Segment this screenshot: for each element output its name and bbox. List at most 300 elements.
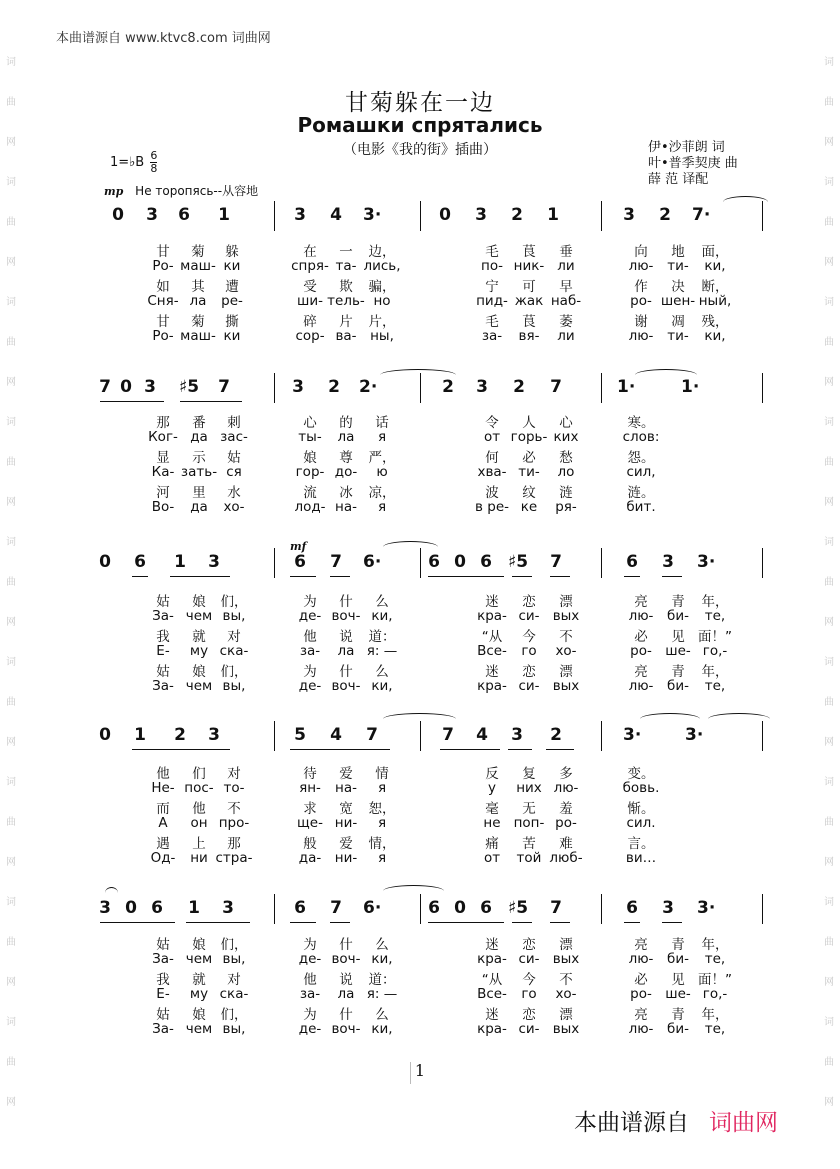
note: 6	[134, 552, 146, 572]
lyric-syllable: 们，	[220, 1007, 248, 1023]
lyric-syllable: 娘	[192, 937, 206, 953]
note: 0	[454, 898, 466, 918]
lyric-syllable: ся	[226, 463, 242, 480]
lyric-syllable: 一	[339, 244, 353, 260]
lyric-syllable: 迷	[485, 1007, 499, 1023]
lyric-syllable: них	[516, 779, 542, 796]
lyric-syllable: Все-	[477, 985, 507, 1002]
lyric-syllable: 愁	[559, 450, 573, 466]
lyric-syllable: ро-	[630, 642, 652, 659]
note: 3	[475, 205, 487, 225]
lyric-syllable: 不	[559, 629, 573, 645]
lyric-syllable: ли	[557, 327, 575, 344]
beam-underline	[624, 576, 640, 577]
lyric-syllable: 痛	[485, 836, 499, 852]
note: 2	[550, 725, 562, 745]
lyric-syllable: ска-	[219, 642, 249, 659]
lyric-syllable: 怨。	[627, 450, 655, 466]
side-watermark-char: 曲	[824, 697, 834, 708]
lyric-syllable: 娘	[192, 594, 206, 610]
lyric-syllable: ти-	[518, 463, 540, 480]
lyric-syllable: ва-	[335, 327, 357, 344]
note: 3·	[685, 725, 704, 745]
lyric-syllable: 茛	[522, 244, 536, 260]
lyric-syllable: 涟	[559, 485, 573, 501]
lyric-syllable: 宽	[339, 801, 353, 817]
bar-line	[420, 894, 421, 924]
lyric-syllable: ке	[520, 498, 538, 515]
lyric-syllable: 显	[156, 450, 170, 466]
lyric-syllable: Все-	[477, 642, 507, 659]
lyric-syllable: ян-	[299, 779, 321, 796]
note: 3	[662, 552, 674, 572]
side-watermark-char: 网	[6, 977, 16, 988]
lyric-syllable: хо-	[223, 498, 245, 515]
lyric-syllable: 爱	[339, 766, 353, 782]
lyric-syllable: ки,	[371, 677, 393, 694]
note: 7	[99, 377, 111, 397]
beam-underline	[624, 922, 640, 923]
lyric-syllable: да	[190, 428, 208, 445]
lyric-syllable: маш-	[180, 257, 216, 274]
lyric-syllable: 恋	[522, 594, 536, 610]
lyric-syllable: 什	[339, 664, 353, 680]
lyric-syllable: 不	[559, 972, 573, 988]
lyric-syllable: 面，	[701, 244, 729, 260]
note: 3	[144, 377, 156, 397]
note: 3	[99, 898, 111, 918]
lyric-syllable: ще-	[297, 814, 323, 831]
lyric-syllable: ро-	[630, 292, 652, 309]
beam-underline	[662, 576, 682, 577]
lyric-syllable: Ро-	[152, 257, 174, 274]
lyric-syllable: 恋	[522, 664, 536, 680]
beam-underline	[180, 401, 242, 402]
beam-underline	[290, 749, 390, 750]
lyric-syllable: 毛	[485, 244, 499, 260]
lyric-syllable: горь-	[510, 428, 548, 445]
lyric-syllable: хо-	[555, 642, 577, 659]
lyric-syllable: ки	[223, 327, 241, 344]
lyric-syllable: ный,	[698, 292, 732, 309]
beam-underline	[330, 922, 350, 923]
lyric-syllable: зас-	[220, 428, 248, 445]
lyric-syllable: 迷	[485, 664, 499, 680]
beam-underline	[512, 576, 532, 577]
lyric-syllable: 青	[671, 664, 685, 680]
lyric-syllable: 为	[303, 664, 317, 680]
lyric-syllable: си-	[518, 1020, 540, 1037]
lyric-syllable: ти-	[667, 257, 689, 274]
lyric-syllable: 漂	[559, 594, 573, 610]
note: 3	[208, 552, 220, 572]
lyric-syllable: жак	[514, 292, 544, 309]
lyric-syllable: зать-	[180, 463, 218, 480]
lyric-syllable: 亮	[634, 937, 648, 953]
bar-line	[601, 548, 602, 578]
lyric-syllable: 娘	[192, 664, 206, 680]
lyric-syllable: пос-	[184, 779, 214, 796]
lyric-syllable: 早	[559, 279, 573, 295]
bar-line	[274, 201, 275, 231]
lyric-syllable: си-	[518, 677, 540, 694]
watermark-black-text: 本曲谱源自	[574, 1110, 689, 1136]
lyric-syllable: си-	[518, 607, 540, 624]
note: 6	[480, 898, 492, 918]
side-watermark-char: 词	[824, 777, 834, 788]
lyric-syllable: 骗，	[368, 279, 396, 295]
lyric-syllable: 娘	[303, 450, 317, 466]
lyric-syllable: 今	[522, 972, 536, 988]
side-watermark-char: 网	[824, 257, 834, 268]
lyric-syllable: лю-	[628, 677, 654, 694]
lyric-syllable: 们，	[220, 664, 248, 680]
beam-underline	[132, 576, 148, 577]
lyric-syllable: 水	[227, 485, 241, 501]
lyric-syllable: 对	[227, 766, 241, 782]
lyric-syllable: 迷	[485, 594, 499, 610]
lyric-syllable: 么	[375, 594, 389, 610]
lyric-syllable: За-	[152, 1020, 174, 1037]
lyric-syllable: 求	[303, 801, 317, 817]
lyric-syllable: Ког-	[148, 428, 178, 445]
lyric-syllable: вы,	[222, 607, 246, 624]
lyric-syllable: 们，	[220, 937, 248, 953]
lyric-syllable: 菊	[191, 314, 205, 330]
side-watermark-char: 词	[824, 417, 834, 428]
lyric-syllable: лю-	[628, 950, 654, 967]
note: 6·	[363, 552, 382, 572]
lyric-syllable: 撕	[225, 314, 239, 330]
lyric-syllable: маш-	[180, 327, 216, 344]
lyric-syllable: 就	[192, 629, 206, 645]
lyric-syllable: го,-	[702, 642, 728, 659]
lyric-syllable: 毫	[485, 801, 499, 817]
tempo-marking	[104, 182, 258, 199]
lyric-syllable: 就	[192, 972, 206, 988]
lyric-syllable: вы,	[222, 677, 246, 694]
bar-line	[601, 373, 602, 403]
lyric-syllable: 亮	[634, 594, 648, 610]
lyric-syllable: си-	[518, 950, 540, 967]
lyric-syllable: 必	[634, 972, 648, 988]
lyric-syllable: 我	[156, 972, 170, 988]
note: 3	[222, 898, 234, 918]
lyric-syllable: не	[483, 814, 501, 831]
lyric-syllable: 道：	[368, 972, 396, 988]
note: 7	[550, 898, 562, 918]
lyric-syllable: 那	[156, 415, 170, 431]
side-watermark-char: 网	[824, 377, 834, 388]
lyric-syllable: лись,	[363, 257, 401, 274]
lyric-syllable: 谢	[634, 314, 648, 330]
bar-line	[274, 721, 275, 751]
lyric-syllable: 说	[339, 972, 353, 988]
lyric-syllable: де-	[298, 950, 322, 967]
lyric-syllable: ник-	[513, 257, 545, 274]
lyric-syllable: 决	[671, 279, 685, 295]
lyric-syllable: шен-	[660, 292, 696, 309]
note: 3	[476, 377, 488, 397]
lyric-syllable: де-	[298, 607, 322, 624]
lyric-syllable: у	[488, 779, 496, 796]
lyric-syllable: 遇	[156, 836, 170, 852]
side-watermark-char: 网	[6, 737, 16, 748]
tie-slur	[383, 885, 444, 891]
side-watermark-char: 曲	[6, 217, 16, 228]
lyric-syllable: Во-	[151, 498, 175, 515]
note: 3	[208, 725, 220, 745]
lyric-syllable: 茛	[522, 314, 536, 330]
lyric-syllable: та-	[335, 257, 357, 274]
lyric-syllable: те,	[704, 950, 726, 967]
lyric-syllable: кра-	[477, 677, 507, 694]
lyric-syllable: вя-	[518, 327, 540, 344]
lyric-syllable: лю-	[553, 779, 579, 796]
time-sig-top: 6	[150, 149, 158, 162]
lyric-syllable: 片	[339, 314, 353, 330]
lyric-syllable: чем	[185, 677, 213, 694]
lyric-syllable: му	[189, 985, 209, 1002]
lyric-syllable: я: —	[366, 642, 398, 659]
side-watermark-char: 曲	[6, 697, 16, 708]
lyric-syllable: 寒。	[627, 415, 655, 431]
lyric-syllable: Не-	[151, 779, 175, 796]
side-watermark-char: 词	[824, 1017, 834, 1028]
lyric-syllable: би-	[667, 950, 689, 967]
lyric-syllable: де-	[298, 677, 322, 694]
side-watermark-char: 词	[824, 897, 834, 908]
bar-line	[762, 373, 763, 403]
lyric-syllable: 甘	[156, 314, 170, 330]
lyric-syllable: 纹	[522, 485, 536, 501]
lyric-syllable: 无	[522, 801, 536, 817]
lyric-syllable: 姑	[227, 450, 241, 466]
lyric-syllable: ро-	[555, 814, 577, 831]
lyric-syllable: 菊	[191, 244, 205, 260]
note: 6	[294, 898, 306, 918]
lyric-syllable: 甘	[156, 244, 170, 260]
side-watermark-char: 曲	[6, 937, 16, 948]
side-watermark-char: 词	[824, 57, 834, 68]
note: 6	[480, 552, 492, 572]
lyric-syllable: ше-	[665, 642, 691, 659]
note: 6	[178, 205, 190, 225]
side-watermark-char: 词	[6, 777, 16, 788]
lyric-syllable: слов:	[622, 428, 660, 445]
lyric-syllable: по-	[481, 257, 503, 274]
lyric-syllable: 为	[303, 1007, 317, 1023]
note: 3·	[363, 205, 382, 225]
lyric-syllable: 冰	[339, 485, 353, 501]
lyric-syllable: ря-	[555, 498, 577, 515]
lyric-syllable: воч-	[331, 1020, 361, 1037]
note: 1·	[681, 377, 700, 397]
lyric-syllable: 他	[303, 629, 317, 645]
lyric-syllable: вых	[552, 950, 580, 967]
lyric-syllable: 么	[375, 664, 389, 680]
lyric-syllable: гор-	[295, 463, 325, 480]
beam-underline	[186, 922, 250, 923]
lyric-syllable: лод-	[294, 498, 326, 515]
lyric-syllable: от	[483, 428, 501, 445]
bar-line	[274, 894, 275, 924]
lyric-syllable: 他	[192, 801, 206, 817]
lyric-syllable: 何	[485, 450, 499, 466]
lyric-syllable: 漂	[559, 937, 573, 953]
beam-underline	[132, 749, 230, 750]
side-watermark-char: 曲	[6, 457, 16, 468]
lyric-syllable: ких	[553, 428, 579, 445]
lyric-syllable: 如	[156, 279, 170, 295]
lyric-syllable: 见	[671, 972, 685, 988]
lyric-syllable: за-	[299, 642, 321, 659]
lyric-syllable: ты-	[298, 428, 322, 445]
lyric-syllable: ше-	[665, 985, 691, 1002]
lyric-syllable: би-	[667, 1020, 689, 1037]
lyric-syllable: люб-	[549, 849, 583, 866]
tie-slur	[383, 541, 438, 547]
side-watermark-char: 词	[824, 537, 834, 548]
note: 3·	[623, 725, 642, 745]
lyric-syllable: ши-	[297, 292, 323, 309]
lyric-syllable: 我	[156, 629, 170, 645]
lyric-syllable: 萎	[559, 314, 573, 330]
lyric-syllable: те,	[704, 677, 726, 694]
lyric-syllable: ки,	[704, 257, 726, 274]
lyric-syllable: 必	[634, 629, 648, 645]
lyric-syllable: 凉，	[368, 485, 396, 501]
beam-underline	[550, 922, 570, 923]
lyric-syllable: 姑	[156, 664, 170, 680]
lyric-syllable: 多	[559, 766, 573, 782]
dynamic-mp: mp	[104, 185, 124, 198]
lyric-syllable: вы,	[222, 1020, 246, 1037]
tie-slur	[640, 713, 700, 719]
lyric-syllable: Ро-	[152, 327, 174, 344]
note: 6	[294, 552, 306, 572]
lyric-syllable: 躲	[225, 244, 239, 260]
lyric-syllable: 漂	[559, 664, 573, 680]
lyric-syllable: му	[189, 642, 209, 659]
lyric-syllable: ки,	[371, 950, 393, 967]
side-watermark-char: 词	[6, 897, 16, 908]
lyric-syllable: 们，	[220, 594, 248, 610]
side-watermark-char: 词	[824, 177, 834, 188]
tie-slur	[383, 713, 456, 719]
side-watermark-char: 网	[6, 257, 16, 268]
right-watermark-strip	[818, 0, 840, 1169]
lyric-syllable: 反	[485, 766, 499, 782]
note: 3·	[697, 552, 716, 572]
lyric-syllable: 的	[339, 415, 353, 431]
time-sig-bottom: 8	[150, 162, 158, 175]
dynamic-mf: mf	[290, 540, 307, 553]
note: 7	[218, 377, 230, 397]
note: 2	[511, 205, 523, 225]
lyric-syllable: 娘	[192, 1007, 206, 1023]
note: 1	[188, 898, 200, 918]
lyric-syllable: да-	[298, 849, 322, 866]
side-watermark-char: 网	[824, 857, 834, 868]
lyric-syllable: 心	[559, 415, 573, 431]
lyric-syllable: 残，	[701, 314, 729, 330]
side-watermark-char: 网	[824, 737, 834, 748]
beam-underline	[100, 922, 175, 923]
lyric-syllable: Од-	[150, 849, 176, 866]
lyric-syllable: 而	[156, 801, 170, 817]
lyric-syllable: 作	[634, 279, 648, 295]
lyric-syllable: от	[483, 849, 501, 866]
lyric-syllable: да	[190, 498, 208, 515]
lyric-syllable: 亮	[634, 1007, 648, 1023]
lyric-syllable: пид-	[476, 292, 508, 309]
lyric-syllable: 流	[303, 485, 317, 501]
lyric-syllable: сил,	[626, 463, 656, 480]
side-watermark-char: 曲	[824, 97, 834, 108]
lyric-syllable: 人	[522, 415, 536, 431]
lyric-syllable: Сня-	[147, 292, 179, 309]
note: 4	[330, 205, 342, 225]
lyric-syllable: хва-	[477, 463, 507, 480]
lyric-syllable: 片，	[368, 314, 396, 330]
site-watermark	[574, 1104, 778, 1137]
lyric-syllable: лю-	[628, 1020, 654, 1037]
note: 2	[442, 377, 454, 397]
lyric-syllable: би-	[667, 607, 689, 624]
bar-line	[274, 548, 275, 578]
lyric-syllable: ны,	[370, 327, 394, 344]
side-watermark-char: 网	[824, 497, 834, 508]
note: 6	[151, 898, 163, 918]
lyric-syllable: ла	[189, 292, 207, 309]
tempo-text: Не торопясь--从容地	[135, 184, 259, 198]
lyric-syllable: наб-	[550, 292, 582, 309]
lyric-syllable: Ка-	[151, 463, 175, 480]
lyric-syllable: “从	[481, 629, 503, 645]
side-watermark-char: 网	[6, 1097, 16, 1108]
lyric-syllable: те,	[704, 607, 726, 624]
side-watermark-char: 词	[6, 57, 16, 68]
side-watermark-char: 曲	[6, 1057, 16, 1068]
lyric-syllable: 般	[303, 836, 317, 852]
beam-underline	[662, 922, 682, 923]
lyric-syllable: вых	[552, 1020, 580, 1037]
lyric-syllable: лю-	[628, 327, 654, 344]
lyric-syllable: но	[373, 292, 391, 309]
side-watermark-char: 网	[6, 497, 16, 508]
lyric-syllable: 番	[192, 415, 206, 431]
note: 7	[330, 898, 342, 918]
lyric-syllable: 苦	[522, 836, 536, 852]
lyric-syllable: 姑	[156, 594, 170, 610]
bar-line	[762, 201, 763, 231]
lyric-syllable: поп-	[513, 814, 545, 831]
lyric-syllable: ки,	[371, 1020, 393, 1037]
lyric-syllable: я	[377, 498, 387, 515]
beam-underline	[428, 576, 504, 577]
note: 7	[550, 552, 562, 572]
lyric-syllable: 迷	[485, 937, 499, 953]
lyric-syllable: до-	[334, 463, 358, 480]
watermark-red-text: 词曲网	[709, 1110, 778, 1136]
note: 0	[99, 725, 111, 745]
lyric-syllable: Е-	[156, 642, 170, 659]
lyric-syllable: 为	[303, 937, 317, 953]
lyric-syllable: 年，	[701, 1007, 729, 1023]
lyric-syllable: сор-	[295, 327, 325, 344]
note: 0	[120, 377, 132, 397]
